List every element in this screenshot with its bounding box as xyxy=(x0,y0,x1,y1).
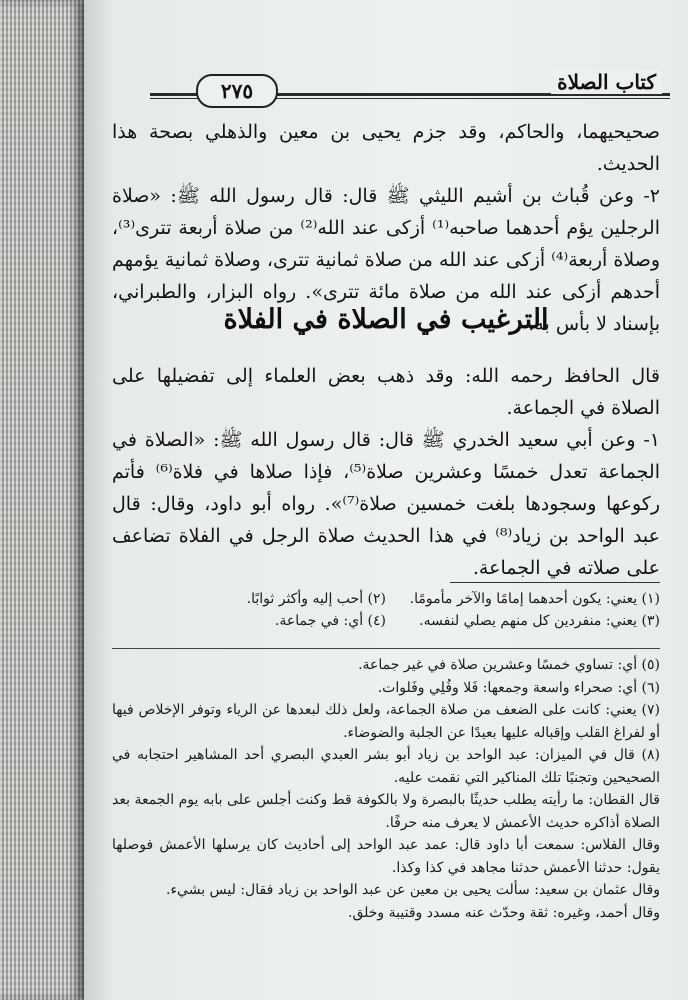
footnote-5: (٥) أي: تساوي خمسًا وعشرين صلاة في غير جماعة. xyxy=(358,657,660,673)
main-text-block-2 xyxy=(112,360,660,584)
footnote-2: (٢) أحب إليه وأكثر ثوابًا. xyxy=(246,591,386,607)
footnote-4: (٤) أي: في جماعة. xyxy=(274,613,386,629)
footnote-8-uthman: وقال عثمان بن سعيد: سألت يحيى بن معين عن عبد الواحد بن زياد فقال: ليس بشيء. xyxy=(166,882,660,898)
footnote-8-fallas: وقال الفلاس: سمعت أبا داود قال: عمد عبد الواحد إلى أحاديث كان يرسلها الأعمش فوصلها يقول: حدثنا الأعمش حدثنا مجاهد في كذا وكذا. xyxy=(112,837,660,876)
footnote-6: (٦) أي: صحراء واسعة وجمعها: فَلا وفُلِي وفَلوات. xyxy=(377,679,660,696)
hadith-1: ١- وعن أبي سعيد الخدري ﷺ قال: قال رسول الله ﷺ: «الصلاة في الجماعة تعدل خمسًا وعشرين صلاة⁽⁵⁾، فإذا صلاها في فلاة⁽⁶⁾ فأتم ركوعها وسجودها بلغت خمسين صلاة⁽⁷⁾». رواه أبو داود، وقال: قال عبد الواحد بن زياد⁽⁸⁾ في هذا الحديث صلاة الرجل في الفلاة تضاعف على صلاته في الجماعة. xyxy=(112,429,660,579)
section-title: الترغيب في الصلاة في الفلاة xyxy=(223,304,549,335)
hafiz-note: قال الحافظ رحمه الله: وقد ذهب بعض العلماء إلى تفضيلها على الصلاة في الجماعة. xyxy=(112,365,660,419)
page-header xyxy=(110,66,670,106)
footnote-separator xyxy=(450,582,660,583)
footnote-8-qattan: قال القطان: ما رأيته يطلب حديثًا بالبصرة ولا بالكوفة قط وكنت أجلس على بابه يوم الجمعة بعد الصلاة أذاكره حديث الأعمش لا يعرف منه حرفًا. xyxy=(112,792,660,831)
footnote-3: (٣) يعني: منفردين كل منهم يصلي لنفسه. xyxy=(419,613,660,629)
paragraph-1: صحيحيهما، والحاكم، وقد جزم يحيى بن معين والذهلي بصحة هذا الحديث. xyxy=(112,121,660,175)
hadith-2: ٢- وعن قُباث بن أشيم الليثي ﷺ قال: قال رسول الله ﷺ: «صلاة الرجلين يؤم أحدهما صاحبه⁽¹⁾ أزكى عند الله⁽²⁾ من صلاة أربعة تترى⁽³⁾، وصلاة أربعة⁽⁴⁾ أزكى عند الله من صلاة ثمانية تترى، وصلاة ثمانية يؤمهم أحدهم أزكى عند الله من صلاة مائة تترى». رواه البزار، والطبراني، بإسناد لا بأس به. xyxy=(112,185,661,335)
footnote-row xyxy=(112,588,660,610)
footnote-7: (٧) يعني: كانت على الضعف من صلاة الجماعة، ولعل ذلك لبعدها عن الرياء وتوفر الإخلاص فيها أو لفراغ القلب وإقباله عليها بعيدًا عن الجلبة والضوضاء. xyxy=(112,702,660,741)
book-page-edges xyxy=(0,0,84,1000)
page-number: ٢٧٥ xyxy=(196,74,278,108)
footnotes-list xyxy=(112,654,660,924)
footnote-row xyxy=(112,610,660,632)
footnote-1: (١) يعني: يكون أحدهما إمامًا والآخر مأمومًا. xyxy=(409,591,660,607)
footnotes-grid xyxy=(112,588,660,632)
chapter-title: كتاب الصلاة xyxy=(551,70,662,94)
footnote-8-ahmad: وقال أحمد، وغيره: ثقة وحدّث عنه مسدد وقتيبة وخلق. xyxy=(348,904,660,921)
footnote-8: (٨) قال في الميزان: عبد الواحد بن زياد أبو بشر العبدي البصري أحد المشاهير احتجابه في الصحيحين وتجنبًا تلك المناكير التي نقمت عليه. xyxy=(112,747,660,786)
footnote-divider xyxy=(112,648,660,649)
